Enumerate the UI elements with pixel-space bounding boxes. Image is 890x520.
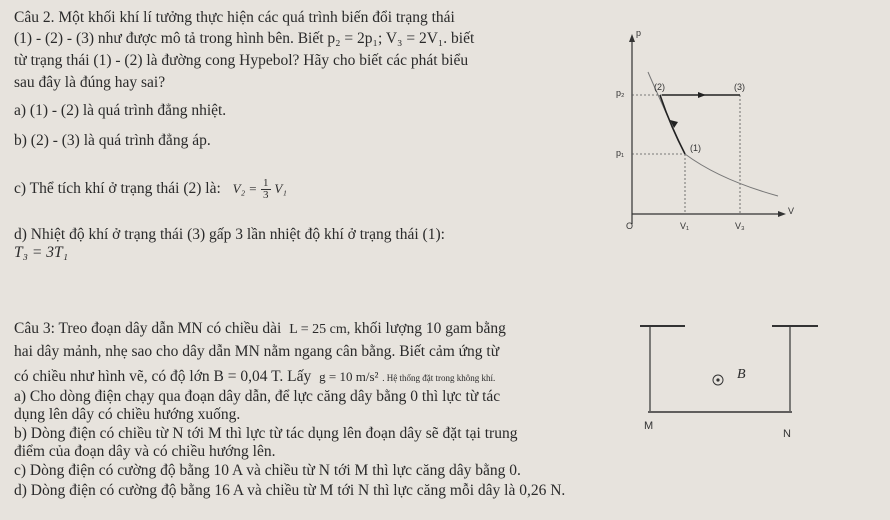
q3-line-3-formula: g = 10 m/s² [319, 369, 379, 384]
point-m-label: M [644, 420, 654, 432]
q2-statement-d-formula: T₃ = 3T₁ [14, 244, 68, 261]
state-3-label: (3) [734, 82, 745, 92]
q3-statement-d: d) Dòng điện có cường độ bằng 16 A và chiều từ M tới N thì lực căng mỗi dây là 0,26 N. [14, 482, 566, 499]
p2-label: p₂ [616, 88, 625, 98]
state-2-label: (2) [654, 82, 665, 92]
q3-line-1-formula: L = 25 cm, [289, 322, 351, 337]
q3-line-3 [14, 368, 495, 387]
p-axis-arrow [629, 34, 635, 42]
q2-line-3: từ trạng thái (1) - (2) là đường cong Hypebol? Hãy cho biết các phát biểu [14, 52, 469, 69]
origin-label: O [626, 221, 634, 231]
v-axis-arrow [778, 211, 786, 217]
v3-label: V₃ [735, 221, 745, 231]
b-field-label: B⃗ [737, 367, 757, 382]
q3-statement-c: c) Dòng điện có cường độ bằng 10 A và chiều từ N tới M thì lực căng dây bằng 0. [14, 462, 521, 479]
q2-c-formula-fraction [261, 178, 271, 201]
process-1-2 [660, 95, 685, 154]
q2-statement-d: d) Nhiệt độ khí ở trạng thái (3) gấp 3 lần nhiệt độ khí ở trạng thái (1): [14, 226, 445, 243]
state-1-label: (1) [690, 143, 701, 153]
q3-line-3-a: có chiều như hình vẽ, có độ lớn B = 0,04 T. Lấy [14, 368, 312, 385]
q2-line-2: (1) - (2) - (3) như được mô tả trong hình bên. Biết p₂ = 2p₁; V₃ = 2V₁. biết [14, 30, 475, 47]
process-2-3-arrow [698, 92, 706, 98]
q2-c-formula-den: 3 [263, 189, 269, 201]
b-field-out-icon [713, 375, 723, 385]
q3-statement-b-2: điểm của đoạn dây và có chiều hướng lên. [14, 443, 276, 460]
q2-c-formula-num: 1 [263, 177, 269, 189]
q3-statement-a-1: a) Cho dòng điện chạy qua đoạn dây dẫn, để lực căng dây bằng 0 thì lực từ tác [14, 388, 501, 405]
b-field-dot [716, 378, 719, 381]
q3-line-1-b: khối lượng 10 gam bằng [354, 320, 506, 337]
v-axis-label: V [788, 206, 795, 216]
q3-line-2: hai dây mảnh, nhẹ sao cho dây dẫn MN nằm ngang cân bằng. Biết cảm ứng từ [14, 343, 500, 360]
hyperbola-curve [648, 72, 778, 196]
q2-statement-c-text: c) Thể tích khí ở trạng thái (2) là: [14, 180, 221, 198]
q2-c-formula-rhs: V₁ [274, 181, 287, 197]
q2-line-1: Câu 2. Một khối khí lí tưởng thực hiện các quá trình biến đổi trạng thái [14, 9, 455, 26]
q3-statement-b-1: b) Dòng điện có chiều từ N tới M thì lực từ tác dụng lên đoạn dây sẽ đặt tại trung [14, 425, 518, 442]
q3-line-1 [14, 320, 506, 339]
q3-line-1-a: Câu 3: Treo đoạn dây dẫn MN có chiều dài [14, 320, 282, 337]
process-1-2-arrow [670, 120, 678, 128]
p1-label: p₁ [616, 148, 625, 158]
q2-statement-a: a) (1) - (2) là quá trình đẳng nhiệt. [14, 102, 227, 119]
q3-line-3-note: . Hệ thống đặt trong không khí. [382, 373, 496, 383]
q3-statement-a-2: dụng lên dây có chiều hướng xuống. [14, 406, 241, 423]
q2-line-4: sau đây là đúng hay sai? [14, 74, 166, 91]
p-axis-label: p [636, 28, 642, 38]
q2-statement-b: b) (2) - (3) là quá trình đẳng áp. [14, 132, 211, 149]
q2-c-formula-lhs: V₂ = [232, 181, 258, 197]
v1-label: V₁ [680, 221, 690, 231]
point-n-label: N [783, 428, 791, 440]
q2-statement-c [14, 178, 287, 201]
